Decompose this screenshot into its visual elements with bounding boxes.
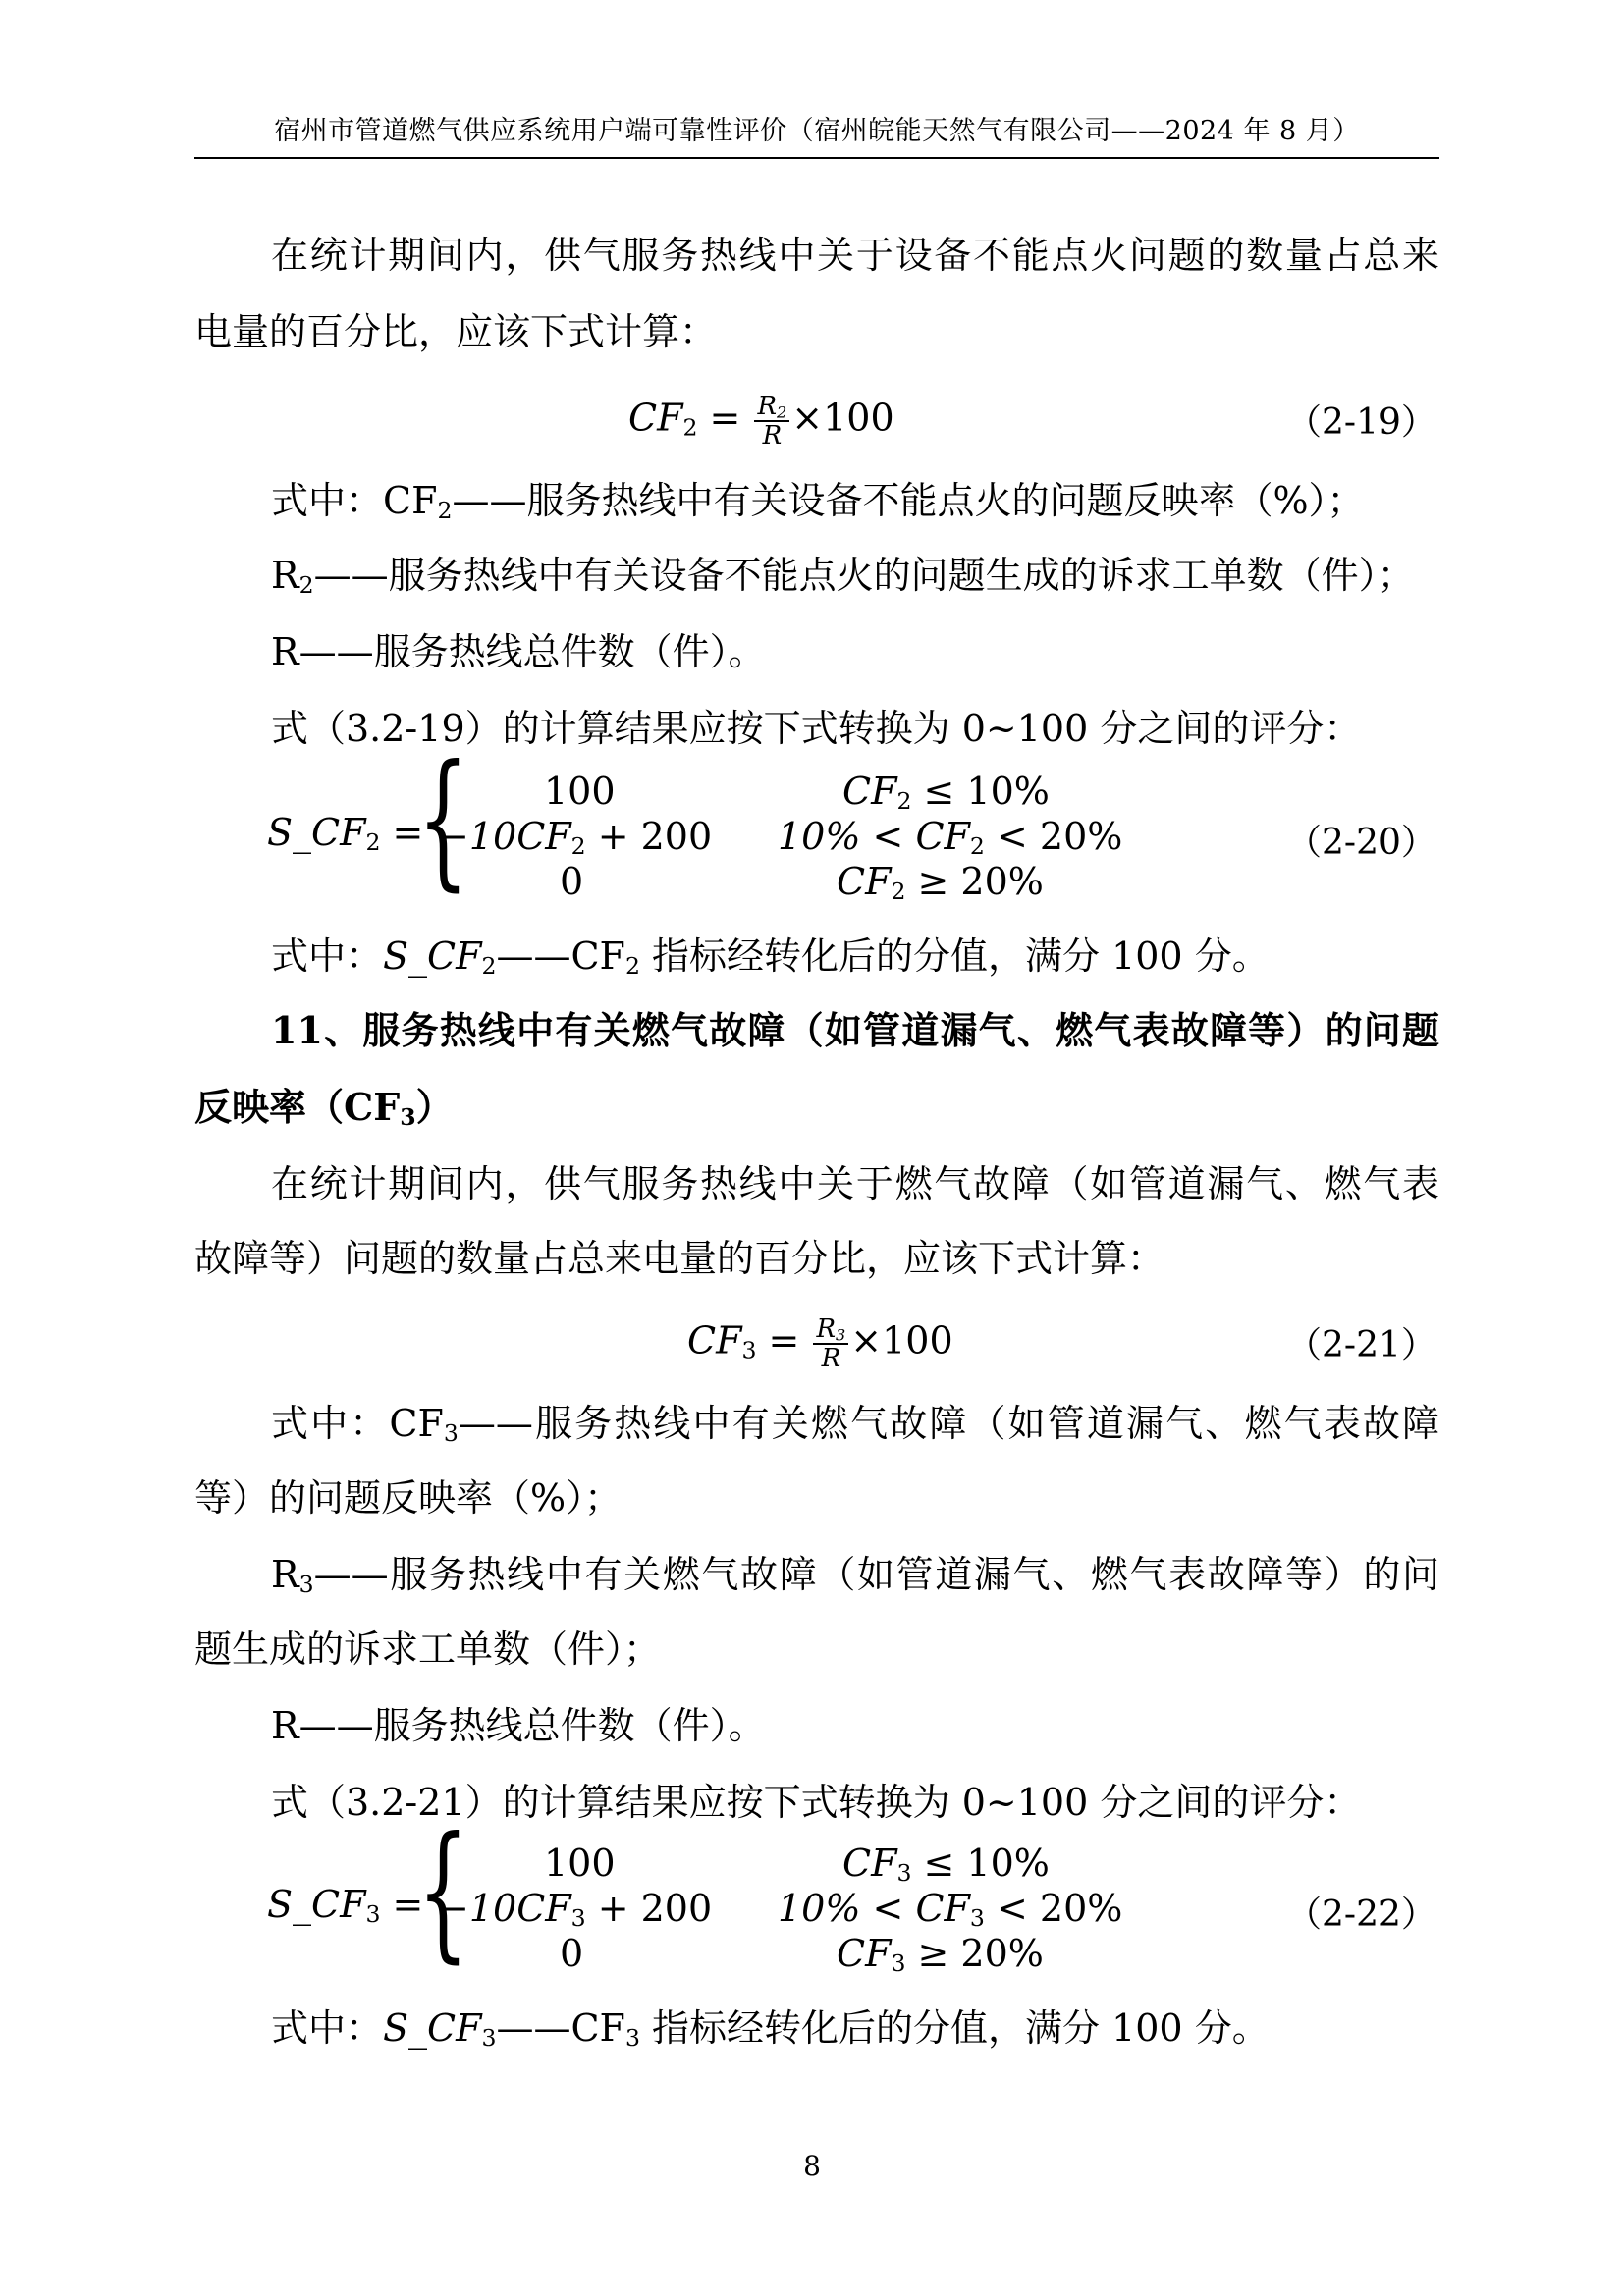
definition-line: 式中：$S\_CF_3——CF_3$ 指标经转化后的分值，满分 100 分。 xyxy=(271,2006,1270,2053)
section-heading: 11、服务热线中有关燃气故障（如管道漏气、燃气表故障等）的问题 xyxy=(271,1008,1439,1052)
eq-fraction: $\frac{R_2}{R}$ xyxy=(754,393,789,450)
definition-line: R——服务热线总件数（件）。 xyxy=(271,630,766,673)
case-condition: $CF_2 \le 10\%$ xyxy=(842,770,1050,816)
paragraph-line: 在统计期间内，供气服务热线中关于燃气故障（如管道漏气、燃气表 xyxy=(271,1162,1439,1205)
equation-number: （2-21） xyxy=(1286,1325,1436,1365)
paragraph-line: 在统计期间内，供气服务热线中关于设备不能点火问题的数量占总来 xyxy=(271,234,1439,277)
equation-number: （2-20） xyxy=(1286,823,1436,863)
paragraph-line: 故障等）问题的数量占总来电量的百分比，应该下式计算： xyxy=(194,1237,1165,1280)
case-value: $-10CF_2 + 200$ xyxy=(438,815,713,861)
equation-2-19: $CF_2$ = $\frac{R_2}{R}$ ×100 xyxy=(628,392,894,451)
definition-line: $R_2——$服务热线中有关设备不能点火的问题生成的诉求工单数（件）； xyxy=(271,554,1415,600)
paragraph-line: 电量的百分比，应该下式计算： xyxy=(194,310,718,353)
definition-line: R——服务热线总件数（件）。 xyxy=(271,1704,766,1747)
definition-line: $R_3——$服务热线中有关燃气故障（如管道漏气、燃气表故障等）的问 xyxy=(271,1553,1439,1599)
definition-line: 等）的问题反映率（%）； xyxy=(194,1476,623,1520)
eq-multiplier: ×100 xyxy=(850,1318,953,1362)
equation-number: （2-19） xyxy=(1286,402,1436,443)
brace: { xyxy=(417,1806,469,1977)
case-value: 0 xyxy=(560,1932,584,1975)
case-value: 0 xyxy=(560,860,584,903)
case-condition: $CF_3 \le 10\%$ xyxy=(842,1842,1050,1888)
header-rule xyxy=(194,157,1439,159)
piecewise-lhs: $S\_CF_3$ = xyxy=(267,1883,424,1929)
definition-line: 题生成的诉求工单数（件）； xyxy=(194,1628,662,1671)
eq-lhs: CF xyxy=(628,396,683,440)
running-header: 宿州市管道燃气供应系统用户端可靠性评价（宿州皖能天然气有限公司——2024 年 8 月） xyxy=(274,116,1360,146)
case-condition: $10\% < CF_3 < 20\%$ xyxy=(778,1887,1123,1933)
paragraph-line: 式（3.2-21）的计算结果应按下式转换为 0~100 分之间的评分： xyxy=(271,1781,1362,1824)
equation-2-21: $CF_3$ = $\frac{R_3}{R}$ ×100 xyxy=(687,1314,953,1373)
definition-line: 式中：$CF_2——$服务热线中有关设备不能点火的问题反映率（%）； xyxy=(271,479,1365,525)
case-condition: $CF_2 \ge 20\%$ xyxy=(837,860,1044,906)
eq-fraction: $\frac{R_3}{R}$ xyxy=(813,1315,848,1372)
definition-line: 式中：$CF_3——$服务热线中有关燃气故障（如管道漏气、燃气表故障 xyxy=(271,1402,1439,1448)
piecewise-lhs: $S\_CF_2$ = xyxy=(267,811,424,857)
case-value: 100 xyxy=(544,770,616,813)
case-condition: $10\% < CF_2 < 20\%$ xyxy=(778,815,1123,861)
equation-number: （2-22） xyxy=(1286,1895,1436,1935)
section-heading: 反映率$(CF_3)$ xyxy=(194,1085,454,1132)
case-condition: $CF_3 \ge 20\%$ xyxy=(837,1932,1044,1978)
paragraph-line: 式（3.2-19）的计算结果应按下式转换为 0~100 分之间的评分： xyxy=(271,707,1362,750)
case-value: $-10CF_3 + 200$ xyxy=(438,1887,713,1933)
page-number: 8 xyxy=(803,2150,821,2182)
definition-line: 式中：$S\_CF_2——CF_2$ 指标经转化后的分值，满分 100 分。 xyxy=(271,934,1270,981)
case-value: 100 xyxy=(544,1842,616,1885)
eq-multiplier: ×100 xyxy=(791,396,894,440)
brace: { xyxy=(417,734,469,905)
